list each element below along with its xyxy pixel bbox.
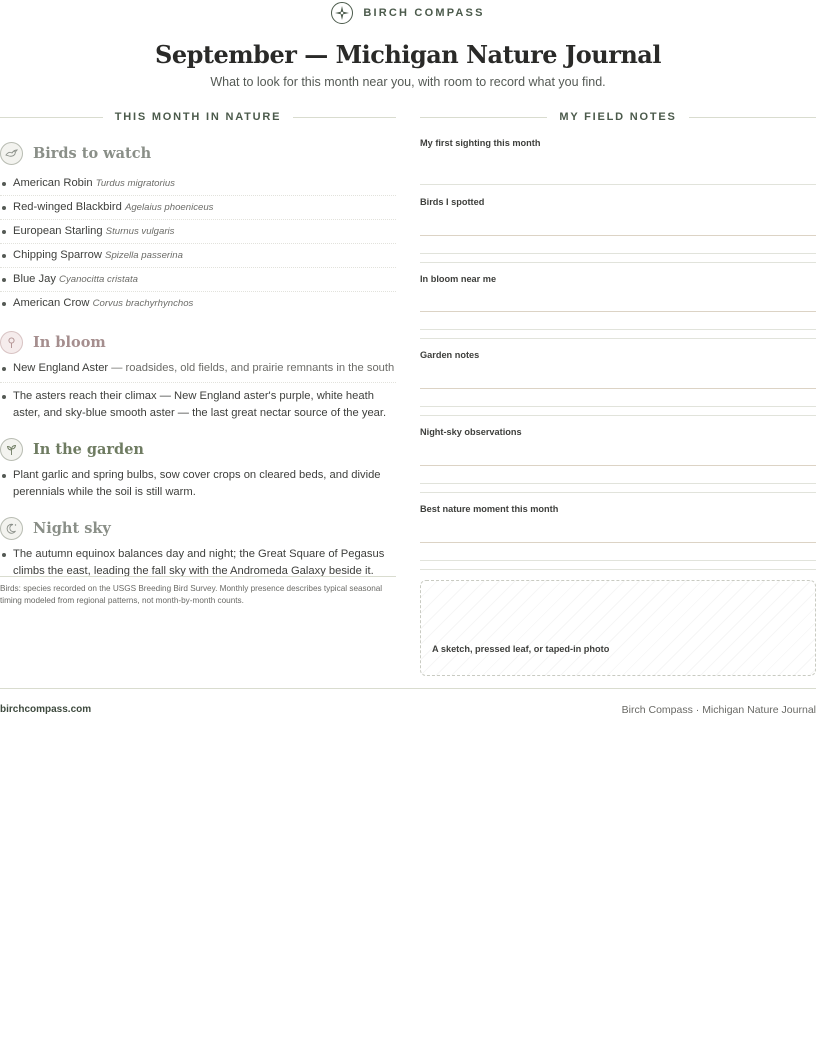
night-sky-list [0,546,396,580]
bloom-list [0,360,396,422]
writing-line[interactable] [420,184,816,185]
field-label: Best nature moment this month [420,504,559,514]
writing-line[interactable] [420,388,816,389]
notes-field-best-moment[interactable] [420,504,816,514]
bird-icon [0,142,23,165]
photo-box-label: A sketch, pressed leaf, or taped-in photo [432,644,610,654]
column-heading [420,108,816,126]
field-notes-column [420,108,816,654]
writing-line[interactable] [420,560,816,561]
list-item: Red-winged Blackbird Agelaius phoeniceus [0,196,396,220]
list-item: American Crow Corvus brachyrhynchos [0,292,396,315]
section-divider [420,492,816,493]
notes-field-night-sky[interactable] [420,427,816,437]
footer-website: birchcompass.com [0,704,92,715]
flower-icon [0,331,23,354]
section-title: In bloom [33,333,106,351]
section-divider [420,415,816,416]
field-label: My first sighting this month [420,138,541,148]
night-sky-section [0,515,396,580]
section-title: Birds to watch [33,144,152,162]
list-item: The autumn equinox balances day and night; the Great Square of Pegasus climbs the east, leading the fall sky with the Andromeda Galaxy beside it. [0,546,396,580]
writing-line[interactable] [420,542,816,543]
list-item: European Starling Sturnus vulgaris [0,220,396,244]
bloom-section [0,329,396,422]
list-item: American Robin Turdus migratorius [0,172,396,196]
column-heading [0,108,396,126]
list-item: Plant garlic and spring bulbs, sow cover crops on cleared beds, and divide perennials while the soil is still warm. [0,467,396,501]
nature-column [0,108,396,580]
scientific-name: Corvus brachyrhynchos [92,298,194,309]
field-label: Garden notes [420,350,480,360]
scientific-name: Spizella passerina [105,250,183,261]
section-divider [420,262,816,263]
field-label: Birds I spotted [420,197,485,207]
writing-line[interactable] [420,329,816,330]
list-item: New England Aster — roadsides, old fields, and prairie remnants in the south [0,360,396,383]
writing-line[interactable] [420,235,816,236]
notes-field-garden[interactable] [420,350,816,360]
brand-name: BIRCH COMPASS [363,7,485,19]
list-item: The asters reach their climax — New England aster's purple, white heath aster, and sky-blue smooth aster — the last great nectar source of the year. [0,388,396,422]
column-heading-text: MY FIELD NOTES [559,111,677,123]
writing-line[interactable] [420,311,816,312]
writing-line[interactable] [420,406,816,407]
notes-field-birds[interactable] [420,197,816,207]
column-heading-text: THIS MONTH IN NATURE [114,111,282,123]
page-subtitle: What to look for this month near you, with room to record what you find. [210,75,606,89]
writing-line[interactable] [420,483,816,484]
notes-field-first-sighting[interactable] [420,138,816,148]
birds-section [0,140,396,315]
brand-header [0,2,816,24]
garden-list [0,467,396,501]
section-title: Night sky [33,519,111,537]
scientific-name: Agelaius phoeniceus [124,202,214,213]
writing-line[interactable] [420,253,816,254]
field-label: Night-sky observations [420,427,522,437]
section-title: In the garden [33,440,144,458]
scientific-name: Turdus migratorius [95,178,175,189]
compass-star-icon [331,2,353,24]
bird-list [0,172,396,315]
writing-line[interactable] [420,465,816,466]
moon-star-icon [0,517,23,540]
section-divider [420,569,816,570]
section-divider [420,338,816,339]
notes-field-bloom[interactable] [420,274,816,284]
footnote: Birds: species recorded on the USGS Breeding Bird Survey. Monthly presence describes typical seasonal timing modeled from regional patterns, not month-by-month counts. [0,576,396,607]
footer-credit: Birch Compass · Michigan Nature Journal [621,704,816,716]
scientific-name: Cyanocitta cristata [59,274,138,285]
list-item: Blue Jay Cyanocitta cristata [0,268,396,292]
page-title: September — Michigan Nature Journal [155,40,661,69]
footer-divider [0,688,816,689]
sprout-icon [0,438,23,461]
list-item: Chipping Sparrow Spizella passerina [0,244,396,268]
sketch-photo-box[interactable] [420,580,816,676]
field-label: In bloom near me [420,274,497,284]
scientific-name: Sturnus vulgaris [105,226,175,237]
garden-section [0,436,396,501]
